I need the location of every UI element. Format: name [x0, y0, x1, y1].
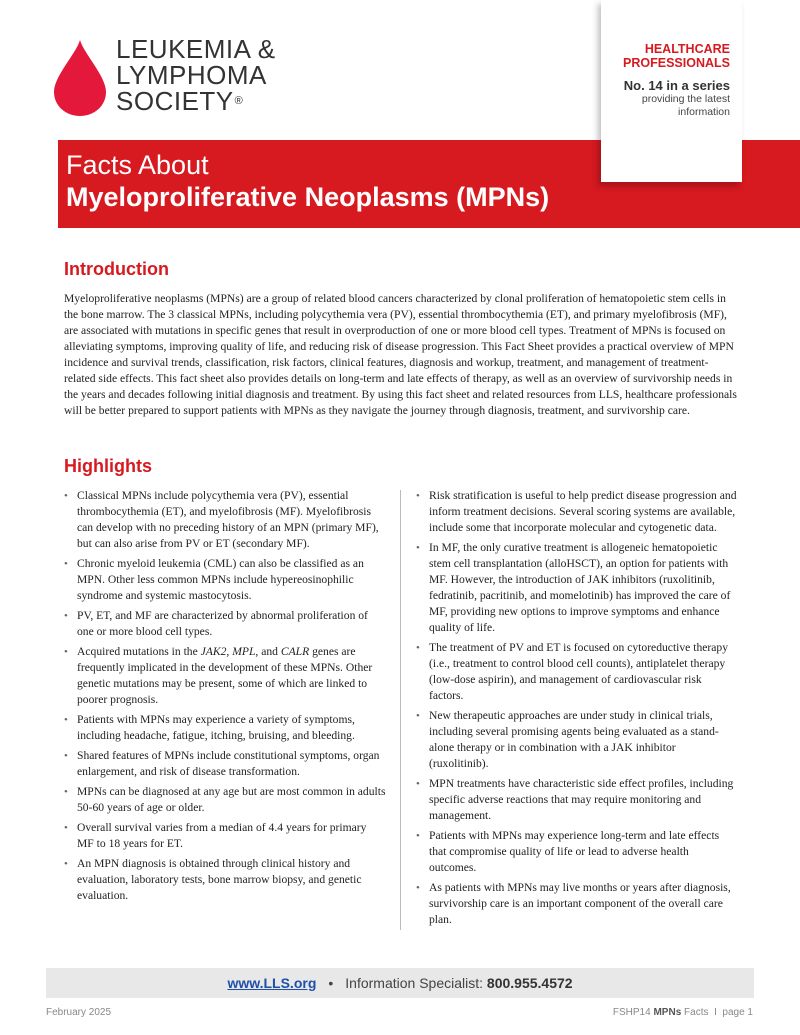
- doc-facts: Facts: [684, 1007, 709, 1018]
- list-item: • New therapeutic approaches are under study in clinical trials, including several promising agents being evaluated as a stand-alone therapy or in combination with a JAK inhibitor (ruxolitinib).: [416, 708, 738, 772]
- highlights-heading: Highlights: [64, 456, 152, 476]
- column-divider: [400, 490, 401, 930]
- audience-label-1: HEALTHCARE: [644, 42, 730, 56]
- page-number: page 1: [722, 1007, 753, 1018]
- list-item: • The treatment of PV and ET is focused on cytoreductive therapy (i.e., treatment to control blood cell counts), antiplatelet therapy (low-dose aspirin), and management of cardiovascular risk factors.: [416, 640, 738, 704]
- lls-website-link[interactable]: www.LLS.org: [227, 975, 317, 991]
- registered-mark: ®: [234, 95, 244, 107]
- genes-sep-1: ,: [226, 645, 233, 658]
- introduction-body: Myeloproliferative neoplasms (MPNs) are a group of related blood cancers characterized by clonal proliferation of hematopoietic stem cells in the bone marrow. The 3 classical MPNs, including polycythemia vera (PV), essential thrombocythemia (ET), and primary myelofibrosis (MF), are associated with mutations in specific genes that result in overproduction of one or more blood cell types. Treatment of MPNs is focused on alleviating symptoms, improving quality of life, and reducing risk of disease progression. This Fact Sheet provides a practical overview of MPN incidence and survival trends, classification, risk factors, clinical features, diagnosis and workup, treatment, and management of treatment-related side effects. This fact sheet also provides details on long-term and late effects of therapy, as well as an overview of survivorship needs in the years and decades following initial diagnosis and treatment. By using this fact sheet and related resources from LLS, healthcare professionals will be better prepared to support patients with MPNs as they navigate the journey through diagnosis, treatment, and survivorship care.: [64, 292, 737, 417]
- list-item: • MPN treatments have characteristic side effect profiles, including specific adverse reactions that may require monitoring and management.: [416, 776, 738, 824]
- logo-line-3: SOCIETY: [116, 86, 234, 116]
- doc-code: FSHP14: [612, 1007, 651, 1018]
- list-item: • Classical MPNs include polycythemia vera (PV), essential thrombocythemia (ET), and myelofibrosis (MF). Myelofibrosis can develop with no preceding history of an MPN (primary MF), but can also arise from PV or ET (secondary MF).: [64, 488, 386, 552]
- list-item: • PV, ET, and MF are characterized by abnormal proliferation of one or more blood cell types.: [64, 608, 386, 640]
- gene-mpl: MPL: [232, 645, 256, 658]
- gene-calr: CALR: [280, 645, 310, 658]
- series-sub-1: providing the latest: [641, 93, 730, 105]
- series-sub-2: information: [678, 106, 730, 118]
- list-item: • As patients with MPNs may live months or years after diagnosis, survivorship care is an important component of the overall care plan.: [416, 880, 738, 928]
- list-item: • Chronic myeloid leukemia (CML) can also be classified as an MPN. Other less common MPNs include hypereosinophilic syndrome and systemic mastocytosis.: [64, 556, 386, 604]
- highlights-right-column: [416, 488, 738, 932]
- list-item: • In MF, the only curative treatment is allogeneic hematopoietic stem cell transplantation (alloHSCT), an option for patients with MF. However, the introduction of JAK inhibitors (ruxolitinib, fedratinib, pacritinib, and momelotinib) has improved the care of MF, providing new options to improve symptoms and enhance quality of life.: [416, 540, 738, 636]
- genes-pre: Acquired mutations in the: [77, 645, 201, 658]
- blood-drop-icon: [54, 40, 106, 116]
- list-item: • Patients with MPNs may experience a variety of symptoms, including headache, fatigue, itching, bruising, and bleeding.: [64, 712, 386, 744]
- introduction-heading: Introduction: [64, 259, 169, 279]
- list-item: • Shared features of MPNs include constitutional symptoms, organ enlargement, and risk of disease transformation.: [64, 748, 386, 780]
- doc-title: MPNs: [653, 1007, 682, 1018]
- lls-logo: [54, 36, 354, 126]
- banner-subtitle: Facts About: [66, 150, 209, 180]
- genes-post: genes are frequently implicated in the development of these MPNs. Other genetic mutations may be present, some of which are linked to poorer prognosis.: [77, 645, 373, 706]
- footer-separator: •: [328, 975, 334, 991]
- list-item: • An MPN diagnosis is obtained through clinical history and evaluation, laboratory tests, bone marrow biopsy, and genetic evaluation.: [64, 856, 386, 904]
- publication-date: February 2025: [46, 1007, 112, 1018]
- highlights-left-column: [64, 488, 386, 908]
- genes-sep-2: , and: [255, 645, 281, 658]
- list-item: • Risk stratification is useful to help predict disease progression and inform treatment decisions. Several scoring systems are available, include some that incorporate molecular and cytogenetic data.: [416, 488, 738, 536]
- page-footer-info: [613, 1007, 753, 1018]
- list-item: • Overall survival varies from a median of 4.4 years for primary MF to 18 years for ET.: [64, 820, 386, 852]
- page-title: Myeloproliferative Neoplasms (MPNs): [66, 182, 550, 212]
- logo-wordmark: [116, 36, 276, 114]
- info-specialist-phone: 800.955.4572: [486, 975, 573, 991]
- audience-label-2: PROFESSIONALS: [623, 56, 730, 70]
- list-item: • MPNs can be diagnosed at any age but are most common in adults 50-60 years of age or older.: [64, 784, 386, 816]
- logo-line-2: LYMPHOMA: [116, 60, 267, 90]
- list-item: • Patients with MPNs may experience long-term and late effects that compromise quality of life or lead to adverse health outcomes.: [416, 828, 738, 876]
- info-specialist-label: Information Specialist:: [345, 975, 484, 991]
- series-number: No. 14 in a series: [623, 78, 730, 93]
- gene-jak2: JAK2: [200, 645, 227, 658]
- footer-bar: [46, 968, 754, 998]
- logo-line-1: LEUKEMIA &: [116, 34, 276, 64]
- list-item-genes: [64, 644, 386, 708]
- series-tab: [601, 0, 742, 182]
- footer-pipe: I: [714, 1007, 717, 1018]
